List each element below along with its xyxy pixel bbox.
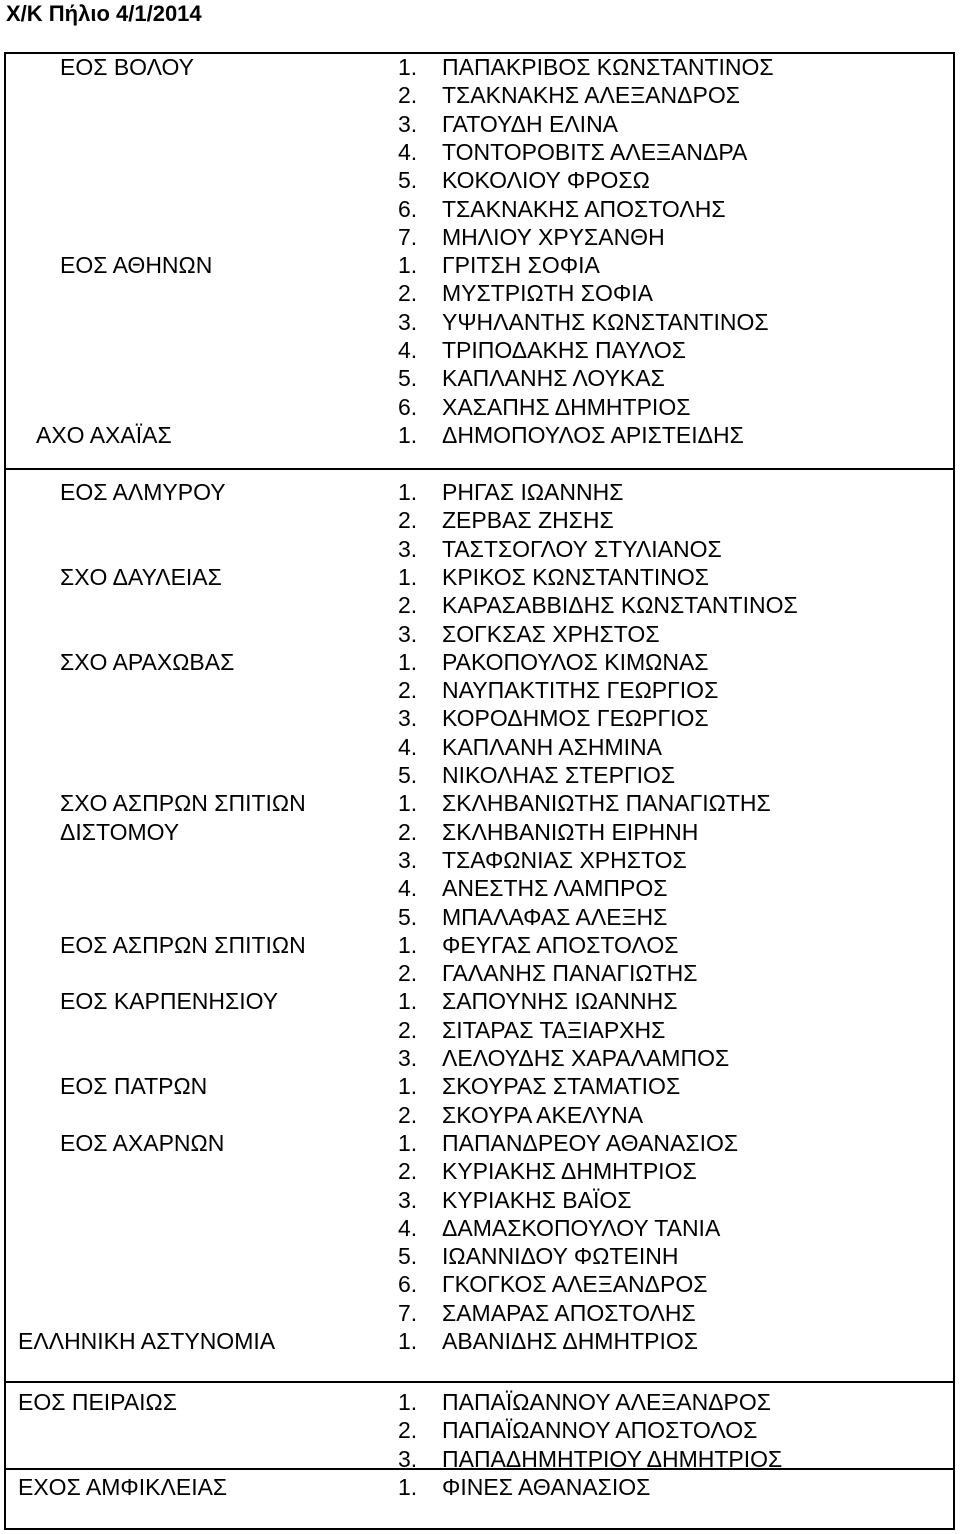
member-number: 2.: [398, 507, 418, 534]
member-name: ΠΑΠΑΚΡΙΒΟΣ ΚΩΝΣΤΑΝΤΙΝΟΣ: [442, 54, 774, 80]
member-row: [398, 1215, 720, 1242]
club-name: ΔΙΣΤΟΜΟΥ: [60, 818, 180, 845]
member-number: 1.: [398, 988, 418, 1015]
member-row: [398, 365, 665, 392]
member-row: [398, 1417, 757, 1444]
member-name: ΚΑΠΛΑΝΗΣ ΛΟΥΚΑΣ: [442, 365, 665, 392]
club-name: ΕΛΛΗΝΙΚΗ ΑΣΤΥΝΟΜΙΑ: [18, 1328, 276, 1354]
member-name: ΚΥΡΙΑΚΗΣ ΒΑΪΟΣ: [442, 1186, 632, 1213]
member-number: 5.: [398, 167, 418, 194]
member-number: 6.: [398, 393, 418, 420]
member-number: 2.: [398, 592, 418, 619]
member-name: ΜΗΛΙΟΥ ΧΡΥΣΑΝΘΗ: [442, 223, 665, 250]
member-number: 1.: [398, 252, 418, 279]
member-row: [398, 790, 771, 817]
member-row: [398, 1073, 680, 1100]
section-divider: [4, 1381, 955, 1383]
member-row: [398, 762, 675, 789]
member-name: ΜΠΑΛΑΦΑΣ ΑΛΕΞΗΣ: [442, 903, 668, 930]
member-row: [398, 960, 697, 987]
member-row: [398, 1102, 643, 1129]
member-row: [398, 536, 722, 563]
section-divider: [4, 468, 955, 470]
member-row: [398, 507, 614, 534]
member-number: 3.: [398, 1045, 418, 1071]
member-name: ΚΟΡΟΔΗΜΟΣ ΓΕΩΡΓΙΟΣ: [442, 705, 709, 732]
member-name: ΓΡΙΤΣΗ ΣΟΦΙΑ: [442, 252, 600, 279]
member-name: ΑΒΑΝΙΔΗΣ ΔΗΜΗΤΡΙΟΣ: [442, 1328, 698, 1354]
member-name: ΔΑΜΑΣΚΟΠΟΥΛΟΥ ΤΑΝΙΑ: [442, 1214, 721, 1241]
member-name: ΠΑΠΑΪΩΑΝΝΟΥ ΑΠΟΣΤΟΛΟΣ: [442, 1417, 758, 1444]
member-name: ΔΗΜΟΠΟΥΛΟΣ ΑΡΙΣΤΕΙΔΗΣ: [442, 421, 744, 448]
member-row: [398, 564, 709, 591]
member-row: [398, 196, 726, 223]
club-name: ΕΟΣ ΑΘΗΝΩΝ: [60, 252, 213, 279]
member-number: 3.: [398, 620, 418, 647]
member-row: [398, 875, 667, 902]
member-number: 1.: [398, 563, 418, 590]
member-name: ΝΙΚΟΛΗΑΣ ΣΤΕΡΓΙΟΣ: [442, 762, 676, 788]
club-name: ΕΟΣ ΑΛΜΥΡΟΥ: [60, 479, 226, 505]
member-row: [398, 111, 618, 138]
member-name: ΧΑΣΑΠΗΣ ΔΗΜΗΤΡΙΟΣ: [442, 393, 691, 420]
member-row: [398, 1446, 782, 1473]
member-number: 1.: [398, 1474, 418, 1500]
member-row: [398, 422, 744, 449]
member-name: ΣΑΠΟΥΝΗΣ ΙΩΑΝΝΗΣ: [442, 988, 678, 1015]
member-row: [398, 1300, 696, 1327]
member-number: 7.: [398, 1299, 418, 1326]
member-number: 1.: [398, 648, 418, 675]
member-name: ΣΚΟΥΡΑΣ ΣΤΑΜΑΤΙΟΣ: [442, 1073, 681, 1100]
member-name: ΛΕΛΟΥΔΗΣ ΧΑΡΑΛΑΜΠΟΣ: [442, 1045, 730, 1071]
member-row: [398, 54, 774, 81]
member-number: 3.: [398, 846, 418, 873]
member-row: [398, 819, 698, 846]
member-name: ΣΚΟΥΡΑ ΑΚΕΛΥΝΑ: [442, 1101, 644, 1128]
member-name: ΦΕΥΓΑΣ ΑΠΟΣΤΟΛΟΣ: [442, 931, 679, 958]
member-number: 1.: [398, 931, 418, 958]
member-number: 5.: [398, 762, 418, 788]
member-name: ΖΕΡΒΑΣ ΖΗΣΗΣ: [442, 507, 614, 534]
member-name: ΣΑΜΑΡΑΣ ΑΠΟΣΤΟΛΗΣ: [442, 1299, 696, 1326]
member-row: [398, 705, 709, 732]
member-name: ΚΥΡΙΑΚΗΣ ΔΗΜΗΤΡΙΟΣ: [442, 1158, 697, 1185]
member-row: [398, 1328, 698, 1355]
member-number: 6.: [398, 1271, 418, 1298]
member-name: ΦΙΝΕΣ ΑΘΑΝΑΣΙΟΣ: [442, 1474, 651, 1500]
member-number: 4.: [398, 733, 418, 760]
member-name: ΤΣΑΦΩΝΙΑΣ ΧΡΗΣΤΟΣ: [442, 846, 687, 873]
member-name: ΣΙΤΑΡΑΣ ΤΑΞΙΑΡΧΗΣ: [442, 1016, 666, 1043]
member-name: ΤΣΑΚΝΑΚΗΣ ΑΠΟΣΤΟΛΗΣ: [442, 195, 726, 222]
member-number: 3.: [398, 110, 418, 137]
club-name: ΣΧΟ ΑΡΑΧΩΒΑΣ: [60, 648, 235, 675]
member-number: 2.: [398, 1101, 418, 1128]
member-number: 4.: [398, 1214, 418, 1241]
member-name: ΠΑΠΑΔΗΜΗΤΡΙΟΥ ΔΗΜΗΤΡΙΟΣ: [442, 1445, 783, 1472]
member-name: ΓΑΛΑΝΗΣ ΠΑΝΑΓΙΩΤΗΣ: [442, 960, 698, 987]
member-row: [398, 1243, 678, 1270]
member-name: ΑΝΕΣΤΗΣ ΛΑΜΠΡΟΣ: [442, 875, 668, 902]
member-number: 2.: [398, 1417, 418, 1444]
member-number: 2.: [398, 1158, 418, 1185]
member-number: 1.: [398, 1073, 418, 1100]
member-number: 1.: [398, 790, 418, 817]
member-row: [398, 252, 600, 279]
member-row: [398, 1474, 650, 1501]
member-row: [398, 734, 662, 761]
member-row: [398, 167, 650, 194]
club-name: ΕΟΣ ΚΑΡΠΕΝΗΣΙΟΥ: [60, 988, 279, 1015]
member-row: [398, 847, 687, 874]
member-name: ΣΚΛΗΒΑΝΙΩΤΗΣ ΠΑΝΑΓΙΩΤΗΣ: [442, 790, 771, 817]
member-number: 6.: [398, 195, 418, 222]
member-row: [398, 309, 769, 336]
member-name: ΚΑΡΑΣΑΒΒΙΔΗΣ ΚΩΝΣΤΑΝΤΙΝΟΣ: [442, 592, 798, 619]
member-name: ΚΡΙΚΟΣ ΚΩΝΣΤΑΝΤΙΝΟΣ: [442, 563, 710, 590]
member-number: 5.: [398, 903, 418, 930]
member-name: ΚΟΚΟΛΙΟΥ ΦΡΟΣΩ: [442, 167, 650, 194]
member-row: [398, 1045, 729, 1072]
member-number: 3.: [398, 1186, 418, 1213]
club-name: ΣΧΟ ΔΑΥΛΕΙΑΣ: [60, 563, 222, 590]
member-number: 1.: [398, 1129, 418, 1156]
member-row: [398, 82, 740, 109]
member-name: ΣΚΛΗΒΑΝΙΩΤΗ ΕΙΡΗΝΗ: [442, 818, 699, 845]
member-name: ΤΡΙΠΟΔΑΚΗΣ ΠΑΥΛΟΣ: [442, 337, 686, 363]
member-number: 1.: [398, 54, 418, 80]
member-row: [398, 1130, 738, 1157]
member-row: [398, 394, 690, 421]
member-row: [398, 1017, 665, 1044]
member-name: ΡΗΓΑΣ ΙΩΑΝΝΗΣ: [442, 479, 624, 505]
member-row: [398, 592, 798, 619]
member-number: 1.: [398, 421, 418, 448]
member-number: 2.: [398, 677, 418, 704]
member-row: [398, 337, 686, 364]
member-name: ΠΑΠΑΪΩΑΝΝΟΥ ΑΛΕΞΑΝΔΡΟΣ: [442, 1389, 771, 1415]
member-number: 1.: [398, 479, 418, 505]
member-name: ΣΟΓΚΣΑΣ ΧΡΗΣΤΟΣ: [442, 620, 660, 647]
member-number: 4.: [398, 875, 418, 902]
member-row: [398, 224, 665, 251]
club-name: ΕΟΣ ΠΑΤΡΩΝ: [60, 1073, 208, 1100]
member-number: 3.: [398, 308, 418, 335]
member-name: ΠΑΠΑΝΔΡΕΟΥ ΑΘΑΝΑΣΙΟΣ: [442, 1129, 739, 1156]
member-number: 1.: [398, 1328, 418, 1354]
member-name: ΡΑΚΟΠΟΥΛΟΣ ΚΙΜΩΝΑΣ: [442, 648, 709, 675]
club-name: ΕΟΣ ΒΟΛΟΥ: [60, 54, 195, 80]
member-row: [398, 988, 677, 1015]
member-number: 3.: [398, 1445, 418, 1472]
member-number: 4.: [398, 138, 418, 165]
member-row: [398, 649, 709, 676]
club-name: ΕΧΟΣ ΑΜΦΙΚΛΕΙΑΣ: [18, 1474, 228, 1500]
member-name: ΥΨΗΛΑΝΤΗΣ ΚΩΝΣΤΑΝΤΙΝΟΣ: [442, 308, 769, 335]
member-number: 2.: [398, 960, 418, 987]
member-number: 7.: [398, 223, 418, 250]
member-row: [398, 677, 718, 704]
member-row: [398, 479, 623, 506]
member-row: [398, 932, 678, 959]
club-name: ΕΟΣ ΑΧΑΡΝΩΝ: [60, 1129, 225, 1156]
member-row: [398, 904, 667, 931]
member-row: [398, 1389, 771, 1416]
club-name: ΣΧΟ ΑΣΠΡΩΝ ΣΠΙΤΙΩΝ: [60, 790, 306, 817]
member-name: ΚΑΠΛΑΝΗ ΑΣΗΜΙΝΑ: [442, 733, 663, 760]
member-row: [398, 1187, 632, 1214]
member-name: ΓΚΟΓΚΟΣ ΑΛΕΞΑΝΔΡΟΣ: [442, 1271, 708, 1298]
club-name: ΕΟΣ ΠΕΙΡΑΙΩΣ: [18, 1389, 177, 1415]
member-number: 4.: [398, 337, 418, 363]
member-number: 2.: [398, 82, 418, 109]
member-row: [398, 621, 660, 648]
member-number: 2.: [398, 280, 418, 307]
club-name: ΑΧΟ ΑΧΑΪΑΣ: [36, 421, 172, 448]
member-row: [398, 1158, 697, 1185]
member-number: 2.: [398, 1016, 418, 1043]
page-title: Χ/Κ Πήλιο 4/1/2014: [6, 1, 202, 26]
member-number: 3.: [398, 705, 418, 732]
member-number: 1.: [398, 1389, 418, 1415]
member-row: [398, 280, 653, 307]
member-name: ΓΑΤΟΥΔΗ ΕΛΙΝΑ: [442, 110, 619, 137]
member-number: 5.: [398, 365, 418, 392]
member-name: ΙΩΑΝΝΙΔΟΥ ΦΩΤΕΙΝΗ: [442, 1243, 679, 1270]
member-name: ΝΑΥΠΑΚΤΙΤΗΣ ΓΕΩΡΓΙΟΣ: [442, 677, 719, 704]
member-number: 2.: [398, 818, 418, 845]
club-name: ΕΟΣ ΑΣΠΡΩΝ ΣΠΙΤΙΩΝ: [60, 931, 306, 958]
member-name: ΜΥΣΤΡΙΩΤΗ ΣΟΦΙΑ: [442, 280, 653, 307]
member-name: ΤΟΝΤΟΡΟΒΙΤΣ ΑΛΕΞΑΝΔΡΑ: [442, 138, 748, 165]
member-number: 3.: [398, 535, 418, 562]
member-row: [398, 1271, 707, 1298]
member-number: 5.: [398, 1243, 418, 1270]
member-row: [398, 139, 747, 166]
member-name: ΤΑΣΤΣΟΓΛΟΥ ΣΤΥΛΙΑΝΟΣ: [442, 535, 722, 562]
member-name: ΤΣΑΚΝΑΚΗΣ ΑΛΕΞΑΝΔΡΟΣ: [442, 82, 740, 109]
